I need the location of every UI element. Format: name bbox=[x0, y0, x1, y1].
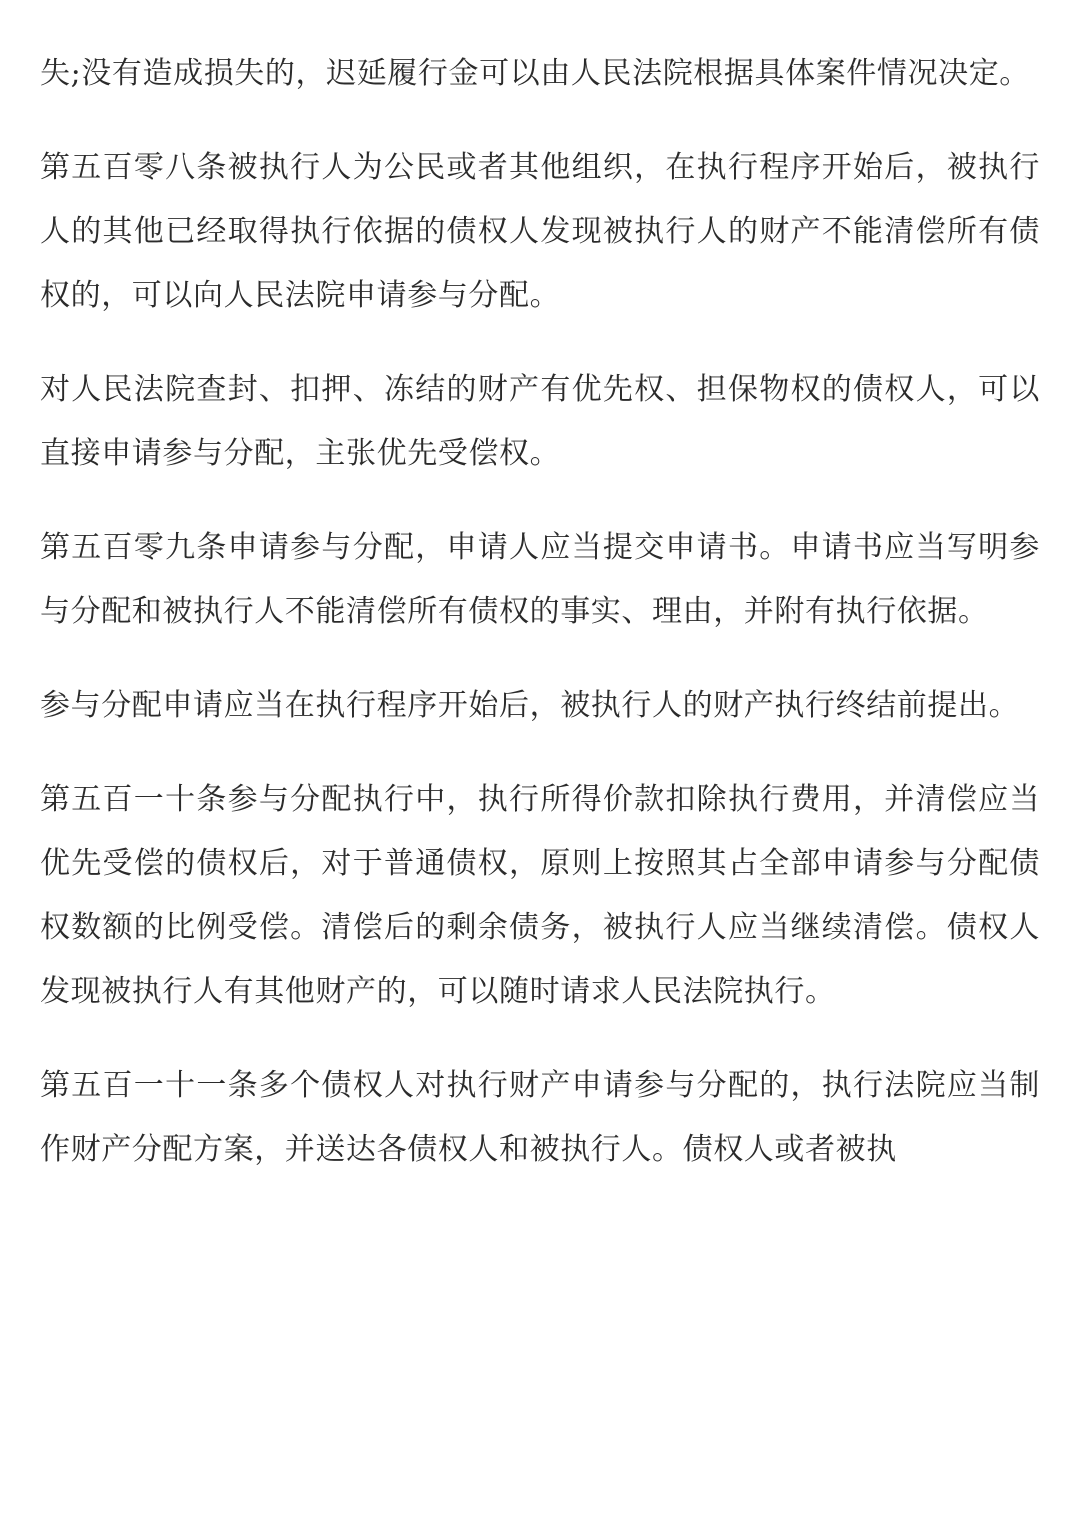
paragraph-priority-creditors: 对人民法院查封、扣押、冻结的财产有优先权、担保物权的债权人，可以直接申请参与分配，主张优先受偿权。 bbox=[40, 372, 1040, 471]
paragraph-continuation: 失;没有造成损失的，迟延履行金可以由人民法院根据具体案件情况决定。 bbox=[40, 56, 1030, 91]
paragraph-article-511: 第五百一十一条多个债权人对执行财产申请参与分配的，执行法院应当制作财产分配方案，并送达各债权人和被执行人。债权人或者被执 bbox=[40, 1068, 1040, 1167]
paragraph-article-510: 第五百一十条参与分配执行中，执行所得价款扣除执行费用，并清偿应当优先受偿的债权后，对于普通债权，原则上按照其占全部申请参与分配债权数额的比例受偿。清偿后的剩余债务，被执行人应当继续清偿。债权人发现被执行人有其他财产的，可以随时请求人民法院执行。 bbox=[40, 782, 1040, 1009]
paragraph-article-508: 第五百零八条被执行人为公民或者其他组织，在执行程序开始后，被执行人的其他已经取得执行依据的债权人发现被执行人的财产不能清偿所有债权的，可以向人民法院申请参与分配。 bbox=[40, 150, 1040, 313]
document-body bbox=[40, 42, 1040, 1212]
paragraph-article-509: 第五百零九条申请参与分配，申请人应当提交申请书。申请书应当写明参与分配和被执行人不能清偿所有债权的事实、理由，并附有执行依据。 bbox=[40, 530, 1040, 629]
paragraph-application-timing: 参与分配申请应当在执行程序开始后，被执行人的财产执行终结前提出。 bbox=[40, 688, 1020, 723]
